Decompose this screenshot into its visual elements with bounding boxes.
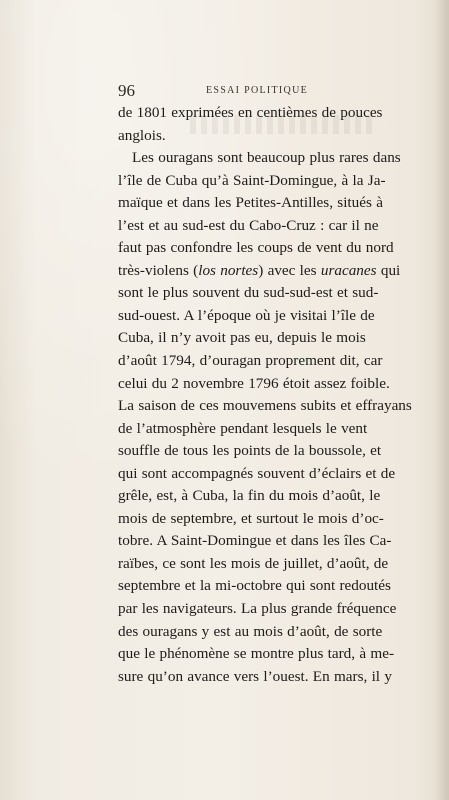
body-line-17: qui sont accompagnés souvent d’éclairs et de	[118, 464, 396, 482]
body-line-7: faut pas confondre les coups de vent du nord	[118, 239, 394, 257]
body-line-11: Cuba, il n’y avoit pas eu, depuis le mois	[118, 329, 366, 347]
body-text	[118, 102, 434, 688]
body-line-12: d’août 1794, d’ouragan proprement dit, car	[118, 352, 383, 370]
body-line-2: anglois.	[118, 126, 166, 144]
page-header	[118, 81, 434, 99]
body-line-25: que le phénomène se montre plus tard, à me-	[118, 645, 395, 663]
body-line-1: de 1801 exprimées en centièmes de pouces	[118, 104, 383, 121]
running-title: ESSAI POLITIQUE	[206, 85, 308, 96]
body-line-8-part-3: qui	[376, 261, 401, 279]
body-line-8-part-2: ) avec les	[258, 261, 321, 279]
body-line-26: sure qu’on avance vers l’ouest. En mars, il y	[118, 667, 392, 685]
body-line-9: sont le plus souvent du sud-sud-est et sud-	[118, 284, 379, 302]
body-line-16: souffle de tous les points de la boussole, et	[118, 442, 382, 460]
body-line-3: Les ouragans sont beaucoup plus rares dans	[132, 149, 401, 167]
body-line-8	[118, 260, 434, 283]
body-line-15: de l’atmosphère pendant lesquels le vent	[118, 419, 368, 437]
body-line-18: grêle, est, à Cuba, la fin du mois d’août, le	[118, 487, 381, 505]
body-line-6: l’est et au sud-est du Cabo-Cruz : car il ne	[118, 216, 379, 234]
body-line-4: l’île de Cuba qu’à Saint-Domingue, à la Ja-	[118, 171, 386, 189]
body-line-21: raïbes, ce sont les mois de juillet, d’août, de	[118, 554, 389, 572]
italic-phrase-uracanes: uracanes	[320, 261, 377, 279]
body-line-19: mois de septembre, et surtout le mois d’oc-	[118, 509, 384, 527]
italic-phrase-los-nortes: los nortes	[198, 261, 259, 279]
body-line-14: La saison de ces mouvemens subits et effrayans	[118, 397, 412, 415]
body-line-10: sud-ouest. A l’époque où je visitai l’île de	[118, 306, 375, 324]
body-line-24: des ouragans y est au mois d’août, de sorte	[118, 622, 383, 640]
body-line-8-part-1: très-violens (	[118, 261, 199, 279]
page-number: 96	[118, 81, 135, 100]
body-line-5: maïque et dans les Petites-Antilles, situés à	[118, 194, 383, 212]
body-line-13: celui du 2 novembre 1796 étoit assez foible.	[118, 374, 390, 392]
body-line-22: septembre et la mi-octobre qui sont redoutés	[118, 577, 391, 595]
body-line-20: tobre. A Saint-Domingue et dans les îles Ca-	[118, 532, 392, 550]
body-line-23: par les navigateurs. La plus grande fréquence	[118, 600, 397, 618]
page-edge-shadow	[435, 0, 449, 800]
